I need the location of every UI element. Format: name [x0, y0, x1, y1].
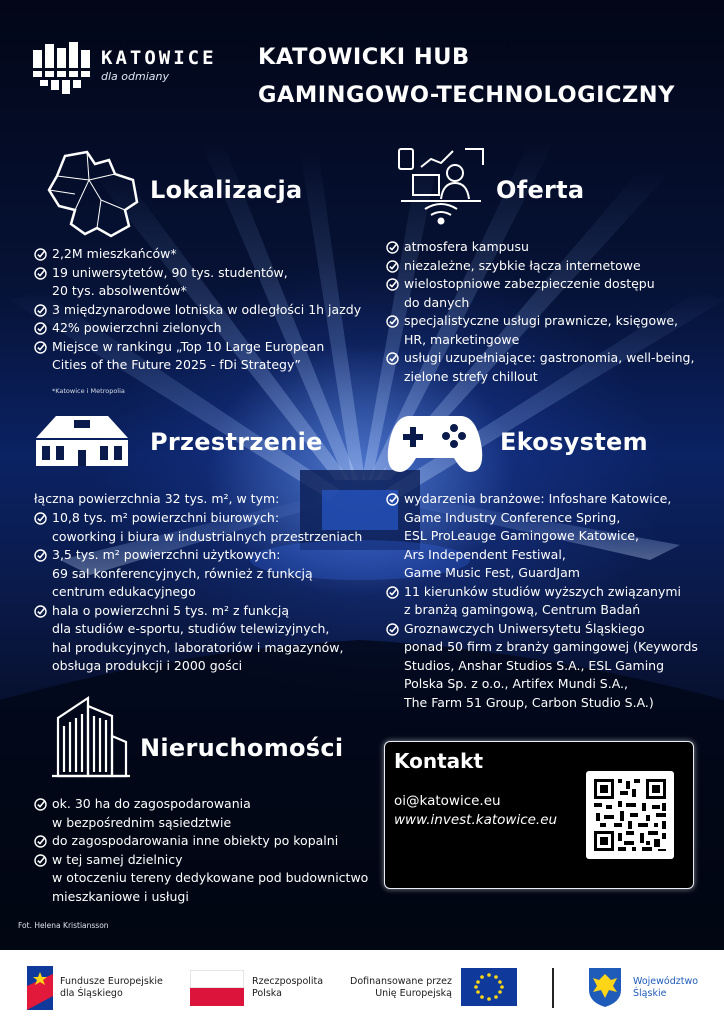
list-item-text: do zagospodarowania inne obiekty po kopalni [52, 833, 339, 848]
list-item-text: 20 tys. absolwentów* [52, 283, 187, 298]
footer-text-line: dla Śląskiego [60, 988, 123, 999]
office-worker-icon [395, 145, 487, 227]
list-item [34, 319, 361, 338]
list-item-text: 2,2M mieszkańców* [52, 246, 177, 261]
list-item [386, 257, 694, 276]
przestrzenie-intro: łączna powierzchnia 32 tys. m², w tym: [34, 491, 280, 506]
check-icon [34, 605, 47, 618]
list-item [34, 851, 368, 907]
footer-text-line: Województwo [633, 976, 699, 987]
check-icon [34, 304, 47, 317]
check-icon [34, 267, 47, 280]
check-icon [34, 512, 47, 525]
list-item-text: dla studiów e-sportu, studiów telewizyjnych, [52, 621, 330, 636]
eu-funding-text [348, 976, 452, 1000]
list-item-text: HR, marketingowe [404, 331, 520, 347]
check-icon [34, 341, 47, 354]
list-item [386, 238, 694, 257]
list-item [34, 264, 361, 301]
european-funds-text [60, 976, 163, 1000]
check-icon [386, 260, 399, 273]
check-icon [34, 248, 47, 261]
check-icon [386, 623, 399, 636]
brand-tagline: dla odmiany [101, 70, 169, 83]
building-icon [34, 410, 130, 468]
list-item [34, 301, 361, 320]
city-map-icon [45, 150, 143, 238]
list-item [34, 546, 362, 602]
list-item-text: specjalistyczne usługi prawnicze, księgowe, [404, 313, 679, 328]
list-item [34, 795, 368, 832]
list-item-text: hala o powierzchni 5 tys. m² z funkcją [52, 602, 290, 618]
footer-text-line: Fundusze Europejskie [60, 976, 163, 987]
list-item-text: 19 uniwersytetów, 90 tys. studentów, [52, 264, 288, 280]
page-title-line1: KATOWICKI HUB [258, 44, 470, 70]
list-item-text: mieszkaniowe i usługi [52, 888, 189, 904]
check-icon [386, 278, 399, 291]
polish-flag-icon [190, 970, 244, 1006]
check-icon [34, 835, 47, 848]
list-item-text: 11 kierunków studiów wyższych związanymi [404, 583, 682, 599]
list-item [34, 338, 361, 375]
check-icon [386, 352, 399, 365]
list-item-text: ponad 50 firm z branży gamingowej (Keywords [404, 639, 698, 654]
check-icon [34, 798, 47, 811]
list-item-text: Game Industry Conference Spring, [404, 509, 621, 525]
list-item-text: obsługa produkcji i 2000 gości [52, 658, 243, 673]
list-item-text: wydarzenia branżowe: Infoshare Katowice, [404, 491, 672, 506]
list-item [34, 602, 362, 676]
list-item-text: ESL ProLeauge Gamingowe Katowice, [404, 528, 640, 543]
check-icon [386, 586, 399, 599]
list-item-text: Game Music Fest, GuardJam [404, 565, 580, 580]
skyscraper-icon [50, 692, 130, 778]
section-title-lokalizacja: Lokalizacja [150, 176, 303, 204]
qr-code[interactable] [586, 771, 674, 859]
list-item-text: Studios, Anshar Studios S.A., ESL Gaming [404, 657, 665, 673]
list-item-text: niezależne, szybkie łącza internetowe [404, 257, 641, 273]
list-item-text: hal produkcyjnych, laboratoriów i magazynów, [52, 639, 344, 655]
list-item [386, 583, 698, 620]
check-icon [386, 241, 399, 254]
list-item-text: z branżą gamingową, Centrum Badań [404, 602, 641, 617]
lokalizacja-list [34, 245, 361, 375]
list-item-text: coworking i biura w industrialnych przestrzeniach [52, 528, 363, 544]
contact-website-link[interactable]: www.invest.katowice.eu [394, 812, 558, 828]
list-item-text: w bezpośrednim sąsiedztwie [52, 814, 232, 830]
check-icon [386, 315, 399, 328]
european-funds-logo-icon [27, 966, 53, 1010]
footer-text-line: Unię Europejską [375, 988, 452, 999]
list-item [34, 509, 362, 546]
section-title-ekosystem: Ekosystem [500, 428, 648, 456]
check-icon [34, 322, 47, 335]
list-item-text: do danych [404, 294, 470, 310]
photo-credit: Fot. Helena Kristiansson [18, 921, 109, 930]
eu-flag-icon [461, 968, 517, 1006]
check-icon [34, 854, 47, 867]
list-item-text: Ars Independent Festiwal, [404, 546, 566, 562]
list-item-text: 10,8 tys. m² powierzchni biurowych: [52, 510, 280, 525]
contact-title: Kontakt [394, 749, 484, 773]
contact-box [384, 741, 694, 889]
qr-code-icon [586, 771, 674, 859]
list-item [386, 312, 694, 349]
rzeczpospolita-text [252, 976, 323, 1000]
ekosystem-list [386, 490, 698, 712]
katowice-logo-icon [33, 42, 91, 96]
divider [552, 968, 554, 1008]
list-item [386, 490, 698, 583]
footnote: *Katowice i Metropolia [52, 387, 125, 395]
list-item-text: w otoczeniu tereny dedykowane pod budownictwo [52, 870, 369, 885]
list-item-text: 3 międzynarodowe lotniska w odległości 1h jazdy [52, 301, 362, 317]
list-item-text: 42% powierzchni zielonych [52, 320, 222, 335]
check-icon [34, 549, 47, 562]
list-item-text: Groznawczych Uniwersytetu Śląskiego [404, 620, 645, 636]
list-item-text: wielostopniowe zabezpieczenie dostępu [404, 276, 655, 291]
gamepad-icon [386, 410, 484, 476]
page-title [258, 38, 675, 114]
footer-logos [0, 950, 724, 1024]
list-item [386, 275, 694, 312]
brand-name: KATOWICE [101, 47, 217, 69]
list-item-text: Cities of the Future 2025 - fDi Strategy” [52, 357, 301, 372]
list-item-text: Polska Sp. z o.o., Artifex Mundi S.A., [404, 676, 628, 691]
list-item-text: The Farm 51 Group, Carbon Studio S.A.) [404, 694, 654, 710]
list-item [34, 245, 361, 264]
footer-text-line: Śląskie [633, 988, 667, 999]
list-item-text: usługi uzupełniające: gastronomia, well-being, [404, 350, 695, 365]
check-icon [386, 493, 399, 506]
list-item [34, 832, 368, 851]
page-title-line2: GAMINGOWO-TECHNOLOGICZNY [258, 82, 675, 108]
section-title-nieruchomosci: Nieruchomości [140, 734, 344, 762]
list-item-text: atmosfera kampusu [404, 239, 529, 254]
list-item-text: ok. 30 ha do zagospodarowania [52, 796, 251, 811]
nieruchomosci-list [34, 795, 368, 906]
list-item [386, 349, 694, 386]
list-item-text: 69 sal konferencyjnych, również z funkcją [52, 565, 313, 581]
footer-text-line: Polska [252, 988, 282, 999]
oferta-list [386, 238, 694, 386]
list-item-text: 3,5 tys. m² powierzchni użytkowych: [52, 547, 281, 562]
list-item [386, 620, 698, 713]
footer-text-line: Rzeczpospolita [252, 976, 324, 987]
section-title-oferta: Oferta [496, 176, 585, 204]
contact-email-link[interactable]: oi@katowice.eu [394, 793, 501, 809]
footer-text-line: Dofinansowane przez [350, 976, 452, 987]
silesia-coat-of-arms-icon [587, 966, 623, 1008]
list-item-text: zielone strefy chillout [404, 368, 538, 384]
list-item-text: Miejsce w rankingu „Top 10 Large European [52, 338, 325, 354]
list-item-text: centrum edukacyjnego [52, 584, 196, 599]
list-item-text: w tej samej dzielnicy [52, 851, 183, 867]
wojewodztwo-text [633, 976, 698, 1000]
przestrzenie-list [34, 509, 362, 676]
section-title-przestrzenie: Przestrzenie [150, 428, 323, 456]
